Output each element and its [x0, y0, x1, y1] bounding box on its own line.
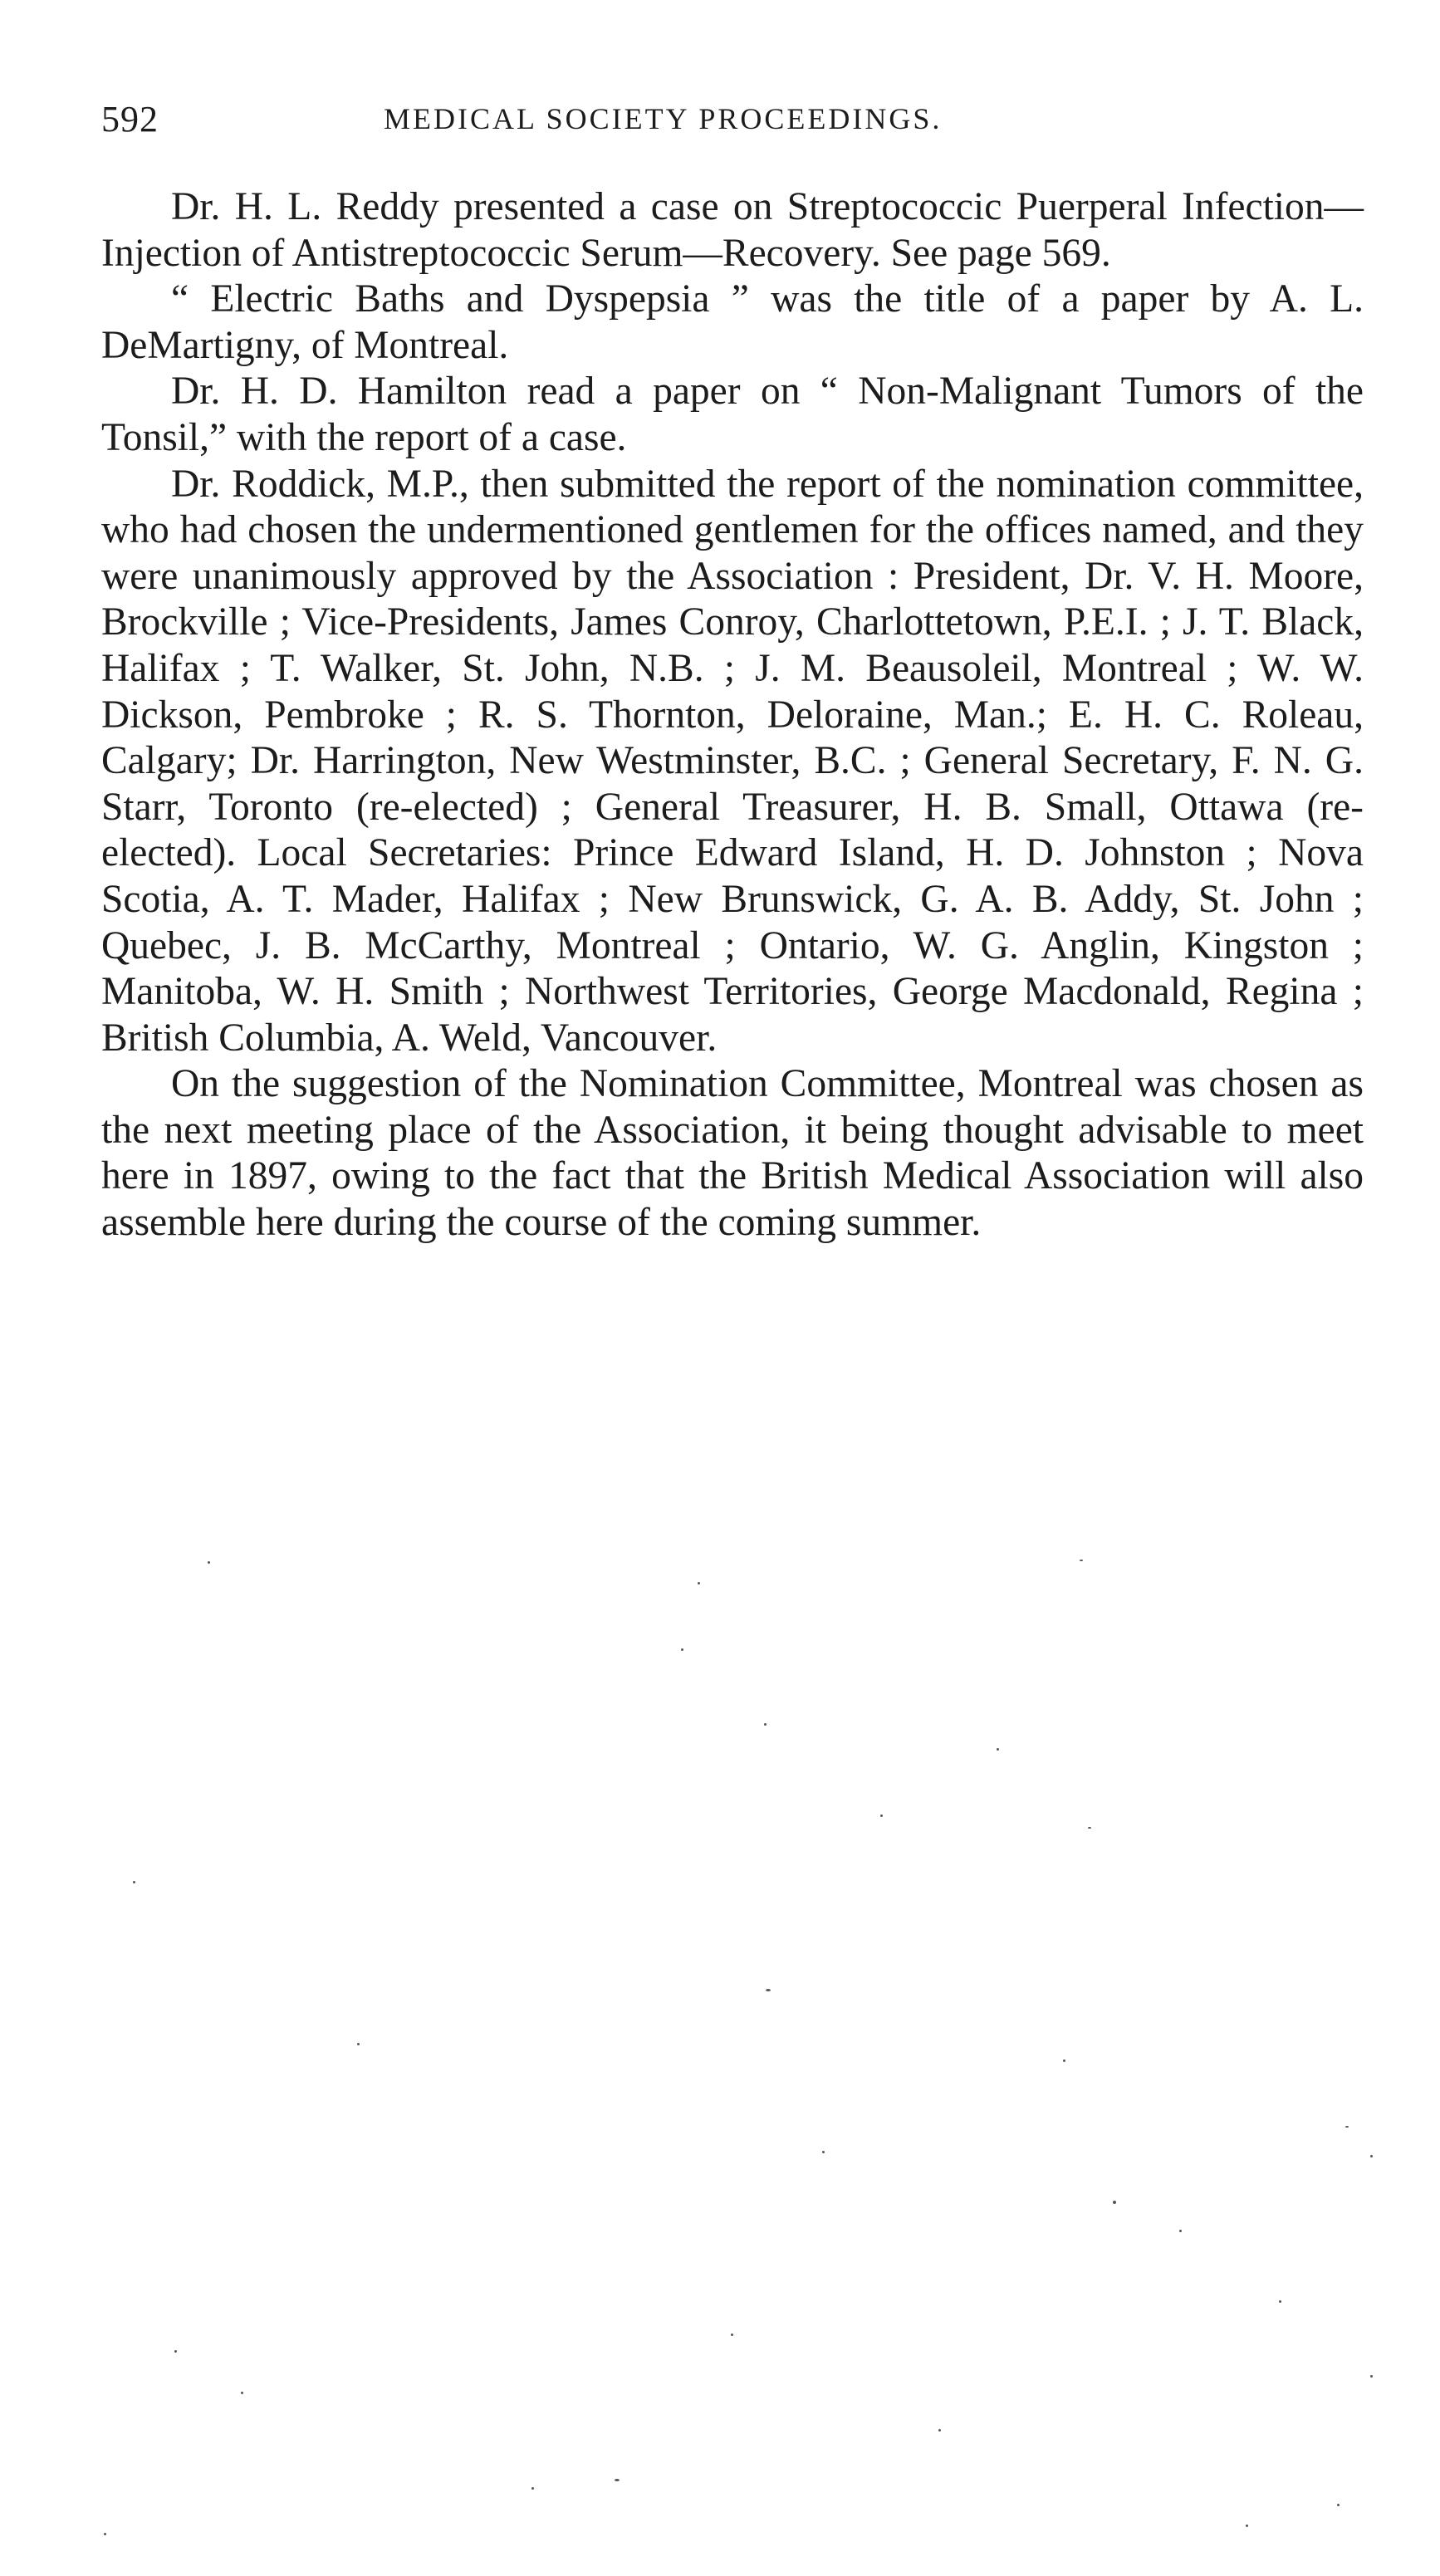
paper-speck: [1088, 1827, 1091, 1829]
paper-speck: [822, 2151, 825, 2153]
body-text: [101, 184, 1364, 1246]
paragraph-hamilton-paper: Dr. H. D. Hamilton read a paper on “ Non-Malignant Tumors of the Tonsil,” with the report of a case.: [101, 370, 1364, 459]
paper-speck: [357, 2043, 360, 2045]
paper-speck: [731, 2334, 733, 2336]
paper-speck: [698, 1582, 700, 1584]
running-title: MEDICAL SOCIETY PROCEEDINGS.: [384, 102, 943, 135]
paper-speck: [531, 2487, 534, 2490]
page-number: 592: [101, 99, 159, 140]
paper-speck: [1063, 2059, 1065, 2062]
paper-speck: [1370, 2375, 1373, 2378]
paragraph-next-meeting: On the suggestion of the Nomination Committee, Montreal was chosen as the next meeting place of the Association, it being thought advisable to meet here in 1897, owing to the fact that the British Medical Association will also assemble here during the course of the coming summer.: [101, 1062, 1364, 1245]
paper-speck: [764, 1723, 767, 1726]
paper-speck: [1345, 2126, 1349, 2128]
paper-speck: [615, 2479, 620, 2481]
paper-speck: [208, 1561, 210, 1564]
running-head: [101, 98, 1364, 148]
paper-speck: [1080, 1560, 1083, 1561]
paper-speck: [766, 1989, 771, 1991]
paragraph-reddy-case: Dr. H. L. Reddy presented a case on Streptococcic Puerperal Infection—Injection of Antistreptococcic Serum—Recovery. See page 569.: [101, 185, 1364, 275]
paper-speck: [1179, 2230, 1182, 2232]
paper-speck: [133, 1881, 135, 1883]
paper-speck: [1370, 2155, 1373, 2157]
paper-speck: [938, 2429, 941, 2432]
paper-speck: [174, 2350, 177, 2353]
paper-speck: [681, 1648, 683, 1651]
paper-speck: [880, 1814, 883, 1817]
paragraph-electric-baths: “ Electric Baths and Dyspepsia ” was the title of a paper by A. L. DeMartigny, of Montreal.: [101, 277, 1364, 367]
paper-speck: [104, 2533, 106, 2535]
paper-speck: [1279, 2300, 1281, 2303]
paper-speck: [241, 2392, 243, 2394]
paper-speck: [1113, 2201, 1116, 2204]
paper-speck: [1337, 2504, 1340, 2506]
paragraph-nomination-report: Dr. Roddick, M.P., then submitted the report of the nomination committee, who had chosen the undermentioned gentlemen for the offices named, and they were unanimously approved by the Association : President, Dr. V. H. Moore, Brockville ; Vice-Presidents, James Conroy, Charlottetown, P.E.I. ; J. T. Black, Halifax ; T. Walker, St. John, N.B. ; J. M. Beausoleil, Montreal ; W. W. Dickson, Pembroke ; R. S. Thornton, Deloraine, Man.; E. H. C. Roleau, Calgary; Dr. Harrington, New Westminster, B.C. ; General Secretary, F. N. G. Starr, Toronto (re-elected) ; General Treasurer, H. B. Small, Ottawa (re-elected). Local Secretaries: Prince Edward Island, H. D. Johnston ; Nova Scotia, A. T. Mader, Halifax ; New Brunswick, G. A. B. Addy, St. John ; Quebec, J. B. McCarthy, Montreal ; Ontario, W. G. Anglin, Kingston ; Manitoba, W. H. Smith ; Northwest Territories, George Macdonald, Regina ; British Columbia, A. Weld, Vancouver.: [101, 462, 1364, 1060]
paper-speck: [1246, 2525, 1248, 2527]
paper-speck: [997, 1748, 999, 1751]
